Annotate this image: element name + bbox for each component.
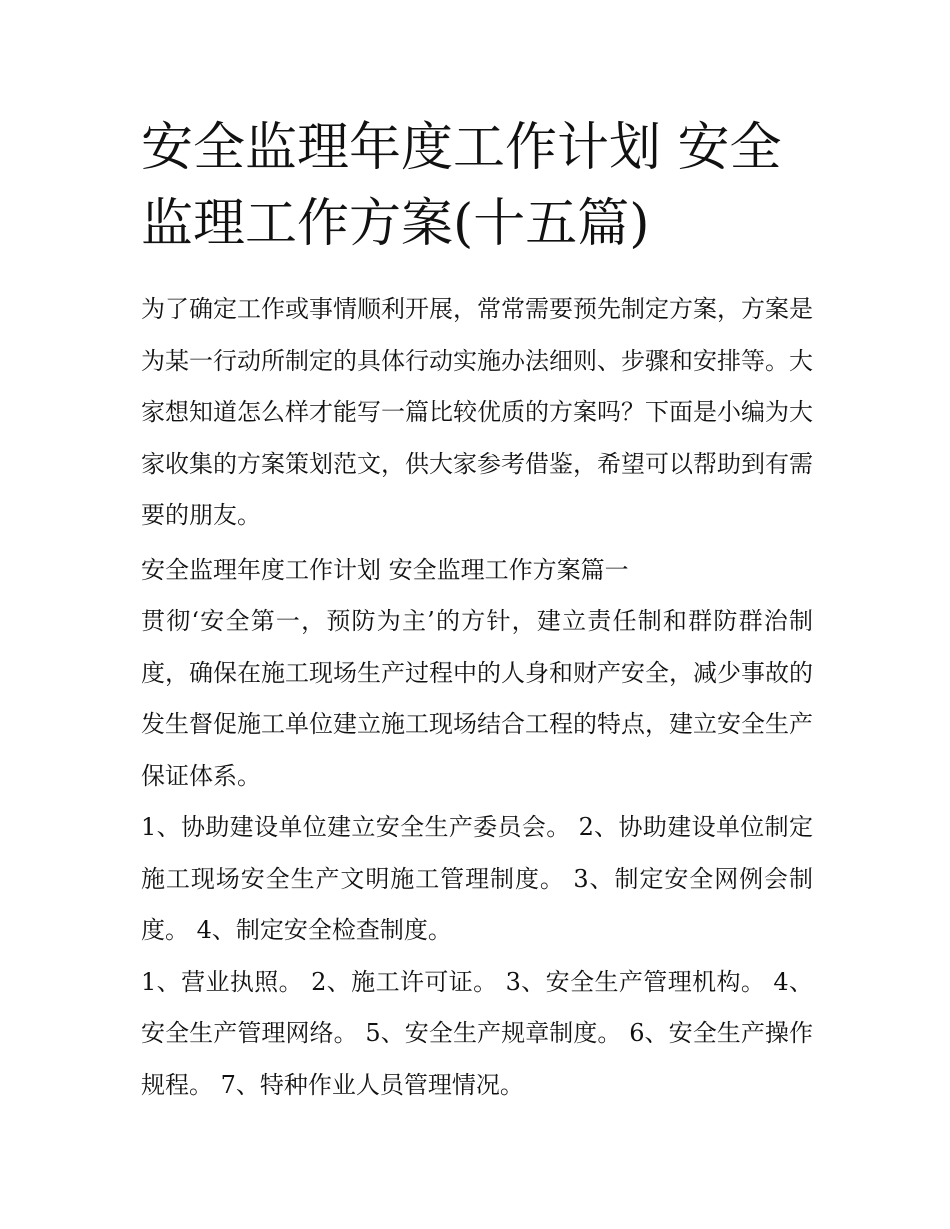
section-heading: 安全监理年度工作计划 安全监理工作方案篇一 (141, 555, 629, 584)
list-paragraph-measures: 1、协助建设单位建立安全生产委员会。 2、协助建设单位制定施工现场安全生产文明施工管理制度。 3、制定安全网例会制度。 4、制定安全检查制度。 (141, 813, 813, 944)
intro-paragraph: 为了确定工作或事情顺利开展，常常需要预先制定方案，方案是为某一行动所制定的具体行动实施办法细则、步骤和安排等。大家想知道怎么样才能写一篇比较优质的方案吗？下面是小编为大家收集的方案策划范文，供大家参考借鉴，希望可以帮助到有需要的朋友。 (141, 295, 813, 529)
document-body (141, 110, 813, 1111)
document-title: 安全监理年度工作计划 安全监理工作方案(十五篇) (141, 118, 782, 254)
list-paragraph-documents: 1、营业执照。 2、施工许可证。 3、安全生产管理机构。 4、安全生产管理网络。 5、安全生产规章制度。 6、安全生产操作规程。 7、特种作业人员管理情况。 (141, 967, 813, 1099)
body-paragraph: 贯彻‘安全第一，预防为主’的方针，建立责任制和群防群治制度，确保在施工现场生产过程中的人身和财产安全，减少事故的发生督促施工单位建立施工现场结合工程的特点，建立安全生产保证体系。 (141, 607, 813, 790)
